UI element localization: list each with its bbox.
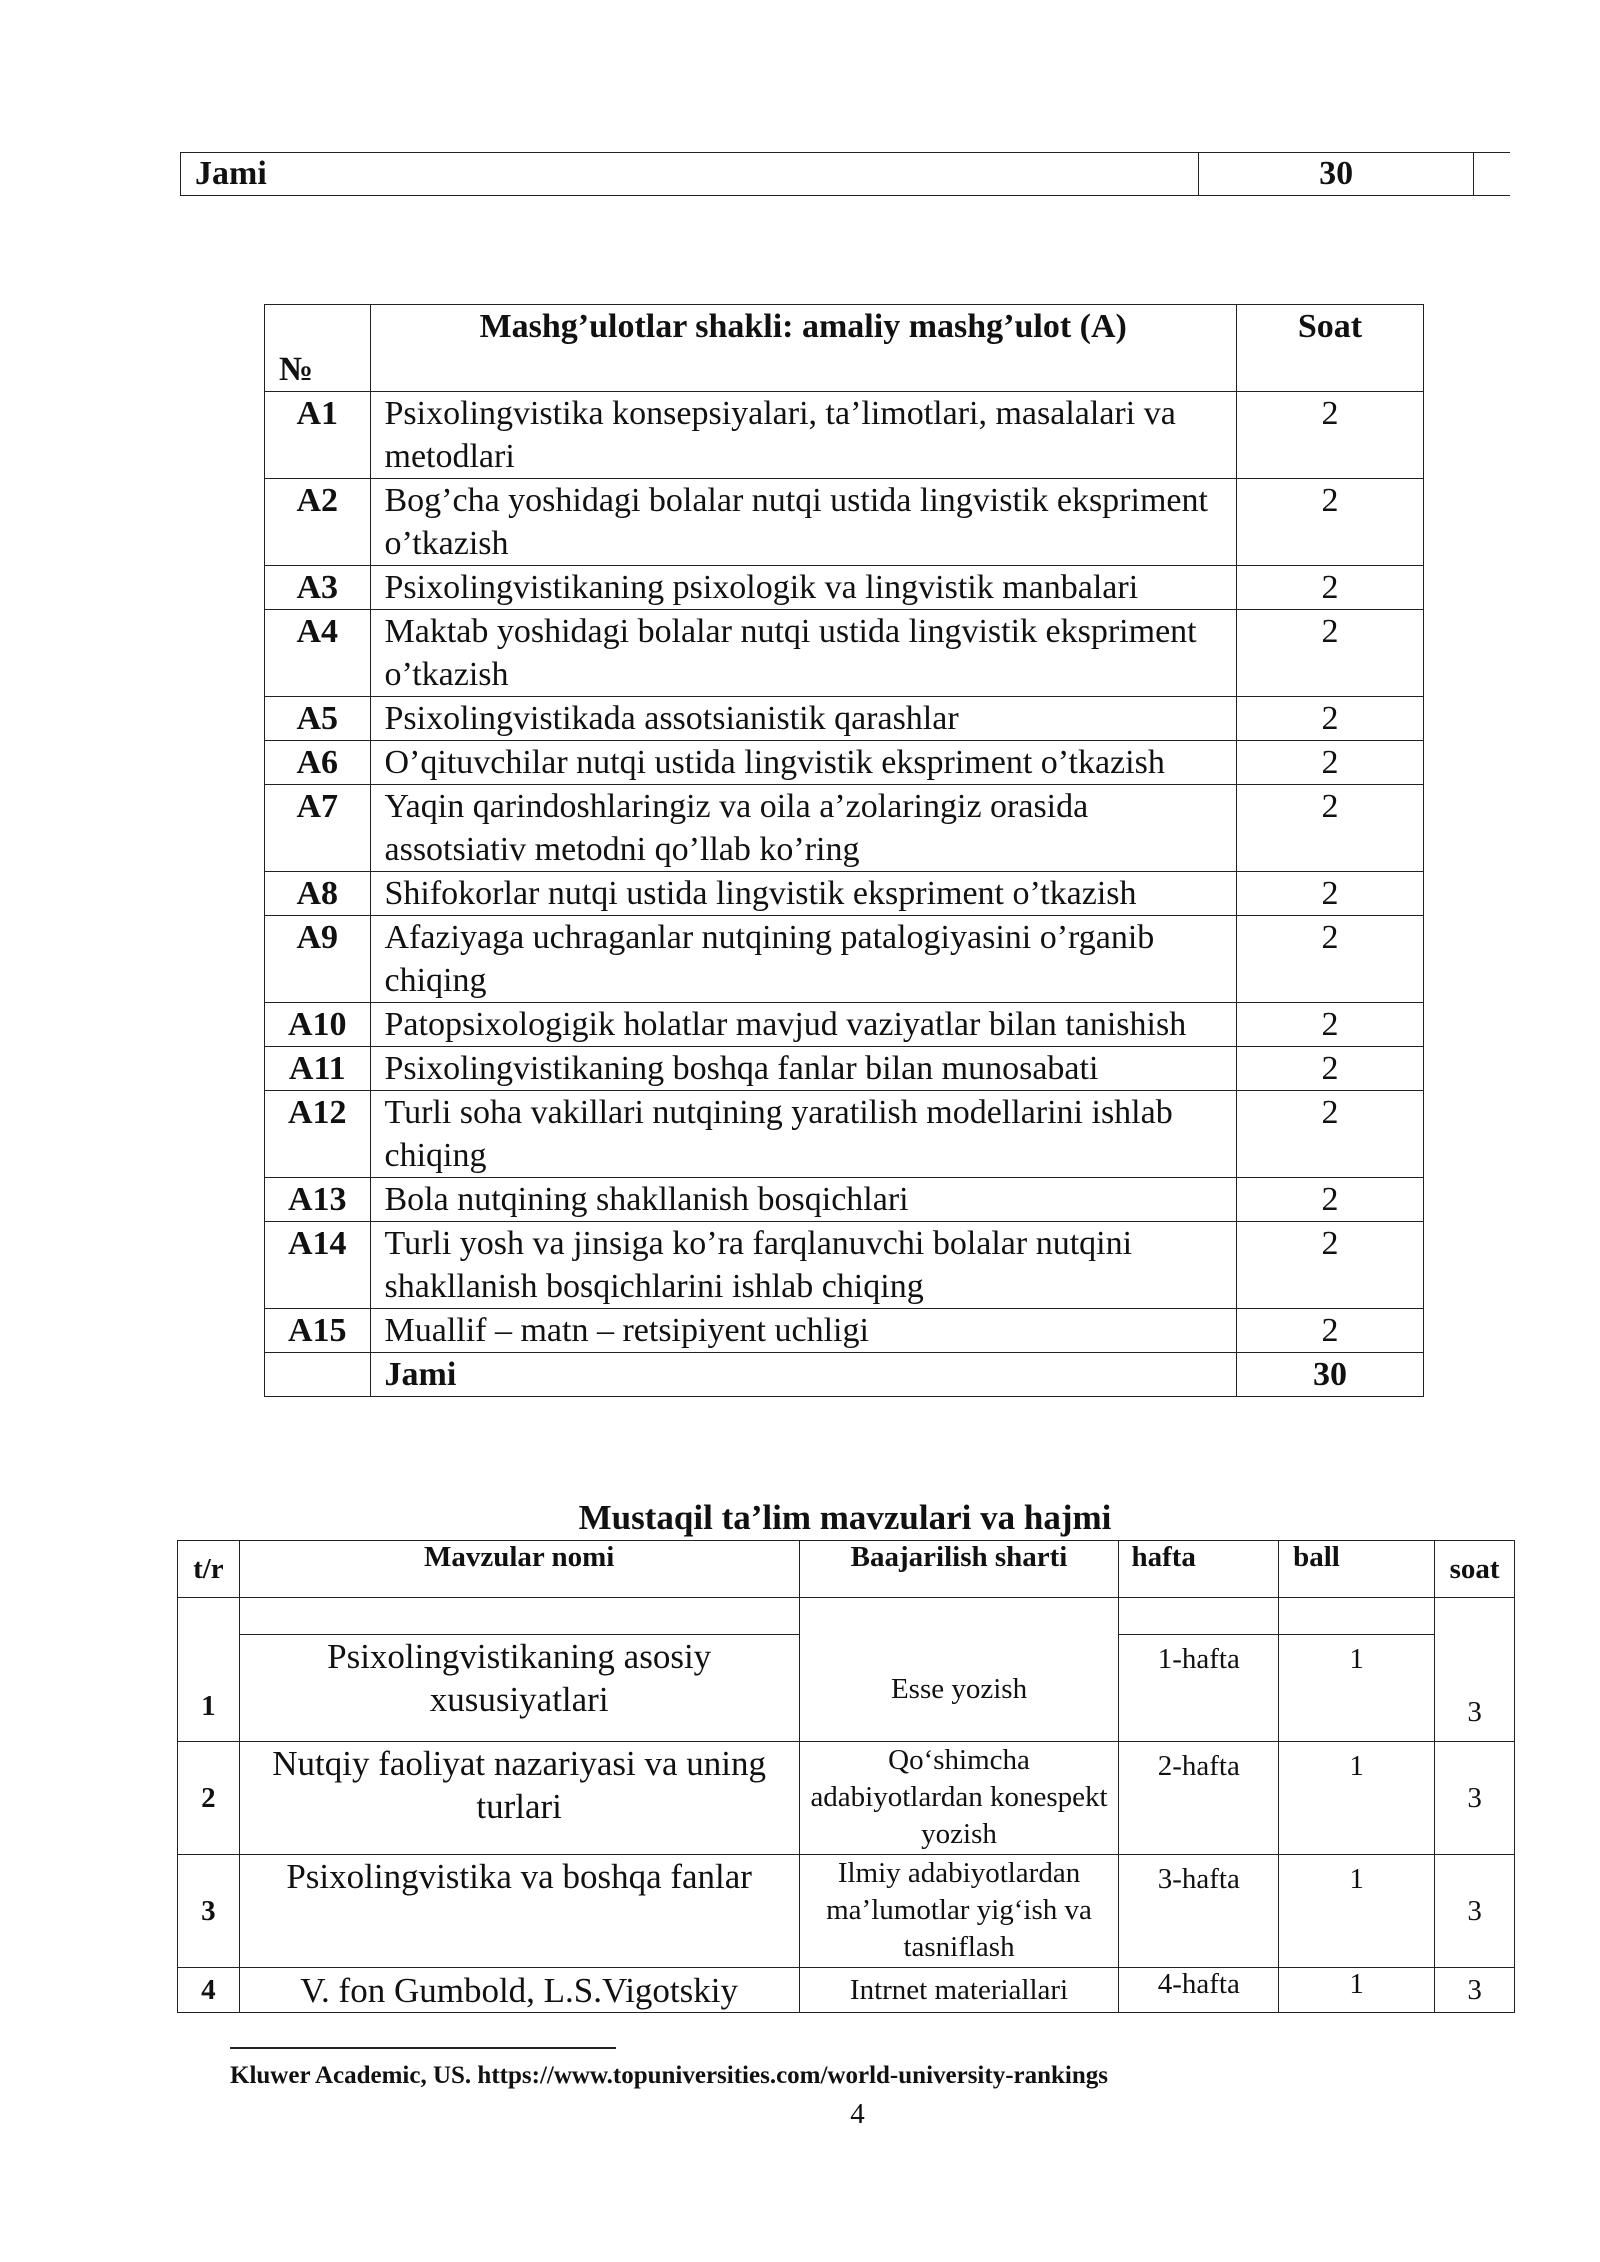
- row-id: A5: [265, 697, 371, 741]
- table-row: [265, 610, 1424, 697]
- row-condition: Qo‘shimcha adabiyotlardan konespekt yozish: [799, 1742, 1119, 1855]
- row-score: 1: [1279, 1742, 1435, 1855]
- row-topic: Psixolingvistika konsepsiyalari, ta’limotlari, masalalari va metodlari: [370, 392, 1236, 479]
- header-name: Mavzular nomi: [239, 1541, 799, 1598]
- row-name: Nutqiy faoliyat nazariyasi va uning turlari: [239, 1742, 799, 1855]
- footnote-divider: [230, 2047, 616, 2049]
- row-topic: Turli yosh va jinsiga ko’ra farqlanuvchi bolalar nutqini shakllanish bosqichlarini ishlab chiqing: [370, 1222, 1236, 1309]
- row-topic: Psixolingvistikada assotsianistik qarashlar: [370, 697, 1236, 741]
- total-value: 30: [1236, 1353, 1423, 1397]
- table-row: [265, 1003, 1424, 1047]
- row-id: A13: [265, 1178, 371, 1222]
- table-row: [265, 872, 1424, 916]
- row-name: V. fon Gumbold, L.S.Vigotskiy: [239, 1968, 799, 2013]
- empty-cell: [239, 1598, 799, 1635]
- section-title: Mustaqil ta’lim mavzulari va hajmi: [578, 1498, 1112, 1537]
- row-id: A10: [265, 1003, 371, 1047]
- row-hours: 2: [1236, 1047, 1423, 1091]
- row-id: A12: [265, 1091, 371, 1178]
- empty-cell: [265, 1353, 371, 1397]
- row-week: 2-hafta: [1119, 1742, 1279, 1855]
- row-topic: Bola nutqining shakllanish bosqichlari: [370, 1178, 1236, 1222]
- row-hours: 2: [1236, 785, 1423, 872]
- practical-lessons-table: [264, 304, 1424, 1397]
- header-condition: Baajarilish sharti: [799, 1541, 1119, 1598]
- row-id: A1: [265, 392, 371, 479]
- header-week: hafta: [1119, 1541, 1279, 1598]
- header-number: №: [265, 305, 371, 392]
- row-id: A11: [265, 1047, 371, 1091]
- row-score: 1: [1279, 1855, 1435, 1968]
- table-row: [265, 1091, 1424, 1178]
- table-row: [178, 1855, 1515, 1968]
- total-label: Jami: [370, 1353, 1236, 1397]
- page-number: 4: [850, 2098, 865, 2130]
- row-hours: 3: [1435, 1968, 1515, 2013]
- header-tr: t/r: [178, 1541, 240, 1598]
- row-hours: 2: [1236, 1178, 1423, 1222]
- row-id: A3: [265, 566, 371, 610]
- row-hours: 2: [1236, 697, 1423, 741]
- table-header-row: [178, 1541, 1515, 1598]
- empty-cell: [1474, 153, 1510, 196]
- table-row: [265, 1222, 1424, 1309]
- row-condition: Ilmiy adabiyotlardan ma’lumotlar yig‘ish va tasniflash: [799, 1855, 1119, 1968]
- row-hours: 3: [1435, 1855, 1515, 1968]
- row-week: 1-hafta: [1119, 1635, 1279, 1742]
- row-id: A15: [265, 1309, 371, 1353]
- table-row: [265, 697, 1424, 741]
- row-hours: 2: [1236, 610, 1423, 697]
- table-row: [178, 1742, 1515, 1855]
- row-condition: Intrnet materiallari: [799, 1968, 1119, 2013]
- table-row: [265, 741, 1424, 785]
- row-topic: Yaqin qarindoshlaringiz va oila a’zolaringiz orasida assotsiativ metodni qo’llab ko’ring: [370, 785, 1236, 872]
- row-id: A14: [265, 1222, 371, 1309]
- row-name: Psixolingvistikaning asosiy xususiyatlari: [239, 1635, 799, 1742]
- row-id: A7: [265, 785, 371, 872]
- row-topic: Psixolingvistikaning psixologik va lingvistik manbalari: [370, 566, 1236, 610]
- row-hours: 2: [1236, 1003, 1423, 1047]
- row-id: A2: [265, 479, 371, 566]
- header-score: ball: [1279, 1541, 1435, 1598]
- row-hours: 2: [1236, 741, 1423, 785]
- row-hours: 2: [1236, 1222, 1423, 1309]
- row-score: 1: [1279, 1968, 1435, 2013]
- row-hours: 2: [1236, 1091, 1423, 1178]
- header-hours: Soat: [1236, 305, 1423, 392]
- row-week: 4-hafta: [1119, 1968, 1279, 2013]
- empty-cell: [1119, 1598, 1279, 1635]
- row-hours: 3: [1435, 1742, 1515, 1855]
- row-score: 1: [1279, 1635, 1435, 1742]
- row-hours: 2: [1236, 479, 1423, 566]
- table-total-row: [265, 1353, 1424, 1397]
- row-id: A4: [265, 610, 371, 697]
- row-topic: Patopsixologigik holatlar mavjud vaziyatlar bilan tanishish: [370, 1003, 1236, 1047]
- header-hours: soat: [1435, 1541, 1515, 1598]
- total-value: 30: [1199, 153, 1474, 196]
- row-id: A9: [265, 916, 371, 1003]
- table-row: [265, 1047, 1424, 1091]
- table-row: [265, 479, 1424, 566]
- row-name: Psixolingvistika va boshqa fanlar: [239, 1855, 799, 1968]
- table-row: [265, 566, 1424, 610]
- row-number: 4: [178, 1968, 240, 2013]
- row-number: 2: [178, 1742, 240, 1855]
- row-id: A8: [265, 872, 371, 916]
- table-row: [265, 1309, 1424, 1353]
- total-summary-table: [180, 152, 1510, 196]
- row-topic: Psixolingvistikaning boshqa fanlar bilan munosabati: [370, 1047, 1236, 1091]
- row-topic: Shifokorlar nutqi ustida lingvistik ekspriment o’tkazish: [370, 872, 1236, 916]
- row-topic: Maktab yoshidagi bolalar nutqi ustida lingvistik ekspriment o’tkazish: [370, 610, 1236, 697]
- row-hours: 2: [1236, 872, 1423, 916]
- row-topic: Turli soha vakillari nutqining yaratilish modellarini ishlab chiqing: [370, 1091, 1236, 1178]
- row-hours: 3: [1435, 1598, 1515, 1742]
- table-row: [181, 153, 1511, 196]
- row-topic: Afaziyaga uchraganlar nutqining patalogiyasini o’rganib chiqing: [370, 916, 1236, 1003]
- row-topic: Bog’cha yoshidagi bolalar nutqi ustida lingvistik ekspriment o’tkazish: [370, 479, 1236, 566]
- row-week: 3-hafta: [1119, 1855, 1279, 1968]
- table-header-row: [265, 305, 1424, 392]
- empty-cell: [1279, 1598, 1435, 1635]
- row-number: 1: [178, 1598, 240, 1742]
- row-id: A6: [265, 741, 371, 785]
- row-condition: Esse yozish: [799, 1598, 1119, 1742]
- table-row: [265, 785, 1424, 872]
- table-row: [265, 392, 1424, 479]
- table-row: [178, 1598, 1515, 1635]
- row-topic: Muallif – matn – retsipiyent uchligi: [370, 1309, 1236, 1353]
- row-topic: O’qituvchilar nutqi ustida lingvistik ekspriment o’tkazish: [370, 741, 1236, 785]
- table-row: [265, 916, 1424, 1003]
- row-hours: 2: [1236, 1309, 1423, 1353]
- row-hours: 2: [1236, 916, 1423, 1003]
- total-label: Jami: [181, 153, 1199, 196]
- header-topic: Mashg’ulotlar shakli: amaliy mashg’ulot (A): [370, 305, 1236, 392]
- row-number: 3: [178, 1855, 240, 1968]
- row-hours: 2: [1236, 566, 1423, 610]
- footnote-text: Kluwer Academic, US. https://www.topuniversities.com/world-university-rankings: [230, 2062, 1109, 2089]
- independent-study-table: [177, 1540, 1515, 2013]
- row-hours: 2: [1236, 392, 1423, 479]
- table-row: [265, 1178, 1424, 1222]
- table-row: [178, 1968, 1515, 2013]
